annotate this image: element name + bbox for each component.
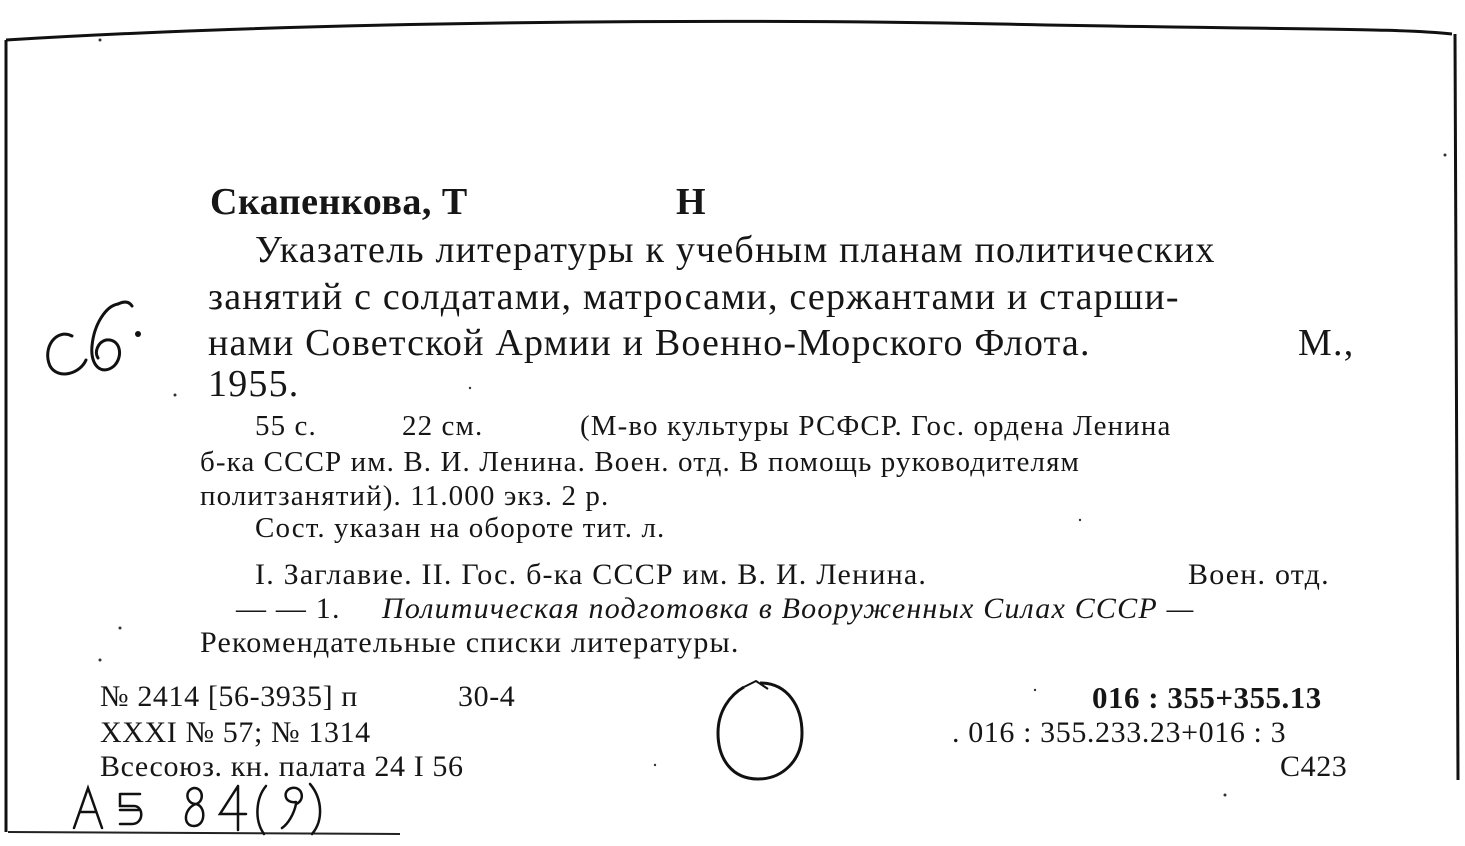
series-line-3: политзанятий). 11.000 экз. 2 р. (200, 480, 610, 512)
author-surname: Скапенкова, Т (210, 181, 468, 223)
series-line-2: б-ка СССР им. В. И. Ленина. Воен. отд. В помощь руководителям (200, 446, 1080, 478)
handwritten-margin-mark (36, 296, 146, 386)
card-number: № 2414 [56-3935] п (100, 680, 358, 713)
tracing-dashes: — — 1. (236, 592, 341, 625)
tracing-line-1-dept: Воен. отд. (1188, 558, 1330, 591)
author-initial: Н (676, 181, 707, 223)
collation-pages: 55 с. (255, 410, 317, 442)
compiler-note: Сост. указан на обороте тит. л. (255, 512, 666, 544)
title-line-1: Указатель литературы к учебным планам политических (255, 229, 1216, 271)
author-mark: С423 (1280, 750, 1348, 783)
title-line-2: занятий с солдатами, матросами, сержантами и старши- (208, 276, 1180, 318)
series-line-1: (М-во культуры РСФСР. Гос. ордена Ленина (580, 410, 1172, 442)
registry-number: XXXI № 57; № 1314 (100, 716, 371, 749)
udc-code-2: . 016 : 355.233.23+016 : 3 (952, 716, 1287, 749)
chamber-date: Всесоюз. кн. палата 24 I 56 (100, 750, 464, 783)
publication-place: М., (1298, 322, 1355, 364)
tracing-subject: Политическая подготовка в Вооруженных Силах СССР — (382, 592, 1195, 625)
handwritten-shelfmark (70, 780, 330, 836)
card-code: 30-4 (458, 680, 516, 713)
collation-size: 22 см. (402, 410, 484, 442)
tracing-line-1: I. Заглавие. II. Гос. б-ка СССР им. В. И. Ленина. (255, 558, 928, 591)
udc-code-1: 016 : 355+355.13 (1092, 680, 1322, 715)
title-line-3: нами Советской Армии и Военно-Морского Флота. (208, 322, 1091, 364)
tracing-line-3: Рекомендательные списки литературы. (200, 626, 740, 659)
stamp-circle (710, 675, 810, 787)
publication-year: 1955. (208, 363, 300, 405)
